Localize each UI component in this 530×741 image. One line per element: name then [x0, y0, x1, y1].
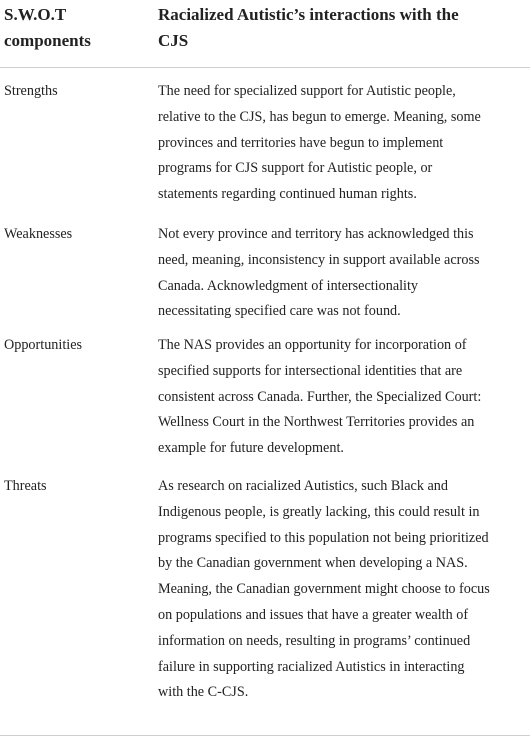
row-label: Strengths [4, 83, 58, 99]
text-line: Wellness Court in the Northwest Territories provides an [158, 414, 475, 431]
text-line: need, meaning, inconsistency in support available across [158, 251, 480, 268]
text-line: specified supports for intersectional identities that are [158, 362, 463, 379]
text-line: information on needs, resulting in programs’ continued [158, 632, 471, 649]
text-line: Canada. Acknowledgment of intersectionality [158, 277, 419, 294]
text-line: Indigenous people, is greatly lacking, this could result in [158, 503, 480, 520]
row-label: Opportunities [4, 337, 83, 353]
header-line: components [4, 31, 91, 50]
header-line: S.W.O.T [4, 5, 67, 24]
table-bottom-rule [0, 735, 530, 736]
text-line: As research on racialized Autistics, such Black and [158, 478, 448, 494]
text-line: with the C-CJS. [158, 684, 249, 701]
text-line: failure in supporting racialized Autistics in interacting [158, 658, 465, 675]
table-header [0, 0, 530, 66]
text-line: The need for specialized support for Autistic people, [158, 83, 456, 99]
text-line: Meaning, the Canadian government might choose to focus [158, 581, 490, 598]
text-line: programs specified to this population not being prioritized [158, 529, 489, 546]
text-line: provinces and territories have begun to implement [158, 134, 444, 151]
text-line: example for future development. [158, 440, 344, 457]
text-line: necessitating specified care was not found. [158, 303, 401, 320]
text-line: The NAS provides an opportunity for incorporation of [158, 337, 467, 353]
row-label: Threats [4, 478, 47, 494]
row-text [158, 333, 526, 462]
row-label: Weaknesses [4, 226, 73, 242]
header-divider [0, 67, 530, 68]
text-line: relative to the CJS, has begun to emerge. Meaning, some [158, 108, 481, 125]
text-line: by the Canadian government when developing a NAS. [158, 555, 468, 572]
text-line: on populations and issues that have a greater wealth of [158, 606, 469, 623]
header-line: Racialized Autistic’s interactions with the [158, 5, 459, 24]
row-text [158, 222, 526, 325]
header-line: CJS [158, 31, 189, 50]
row-text [158, 474, 526, 706]
text-line: consistent across Canada. Further, the Specialized Court: [158, 388, 482, 405]
text-line: statements regarding continued human rights. [158, 186, 417, 203]
header-interactions [158, 2, 528, 54]
text-line: Not every province and territory has acknowledged this [158, 226, 474, 242]
row-text [158, 79, 526, 208]
header-swot-components [4, 2, 154, 54]
text-line: programs for CJS support for Autistic people, or [158, 160, 433, 177]
